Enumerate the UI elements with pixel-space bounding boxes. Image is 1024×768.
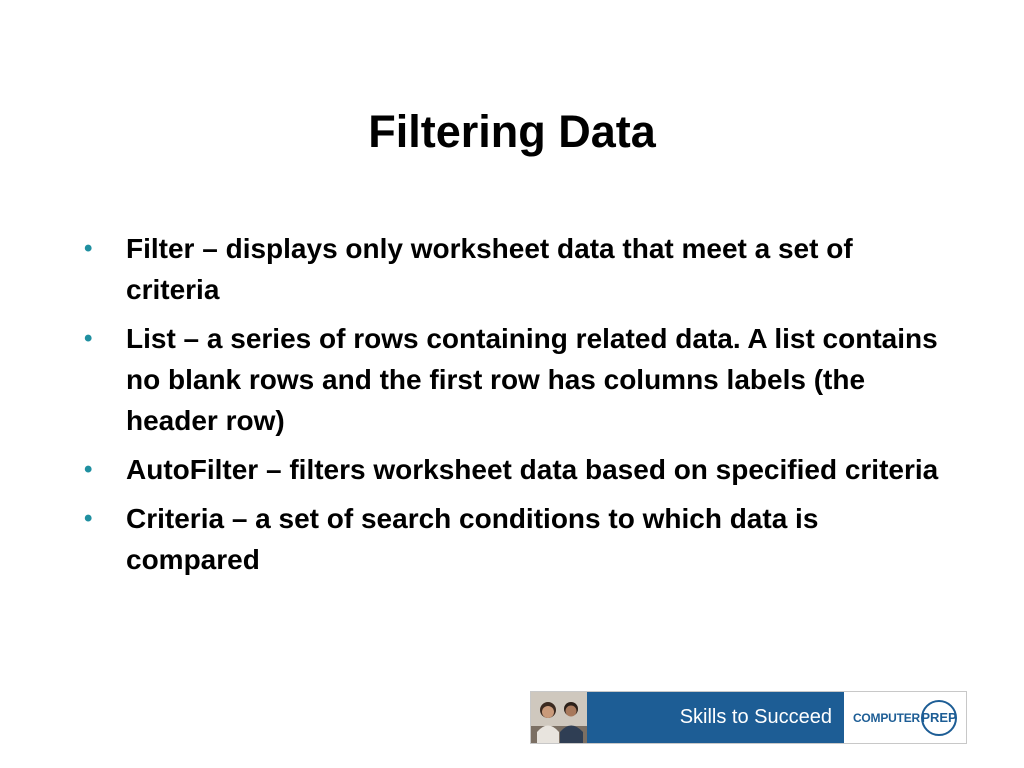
people-photo-graphic	[531, 692, 587, 743]
bullet-text: AutoFilter – filters worksheet data based on specified criteria	[126, 454, 939, 485]
bullet-item	[84, 228, 944, 310]
bullet-icon: •	[84, 505, 93, 532]
bullet-text: List – a series of rows containing related data. A list contains no blank rows and the first row has columns labels (the header row)	[126, 323, 938, 436]
banner-tagline: Skills to Succeed	[587, 692, 844, 743]
slide-title: Filtering Data	[368, 106, 656, 157]
logo-text-computer: COMPUTER	[852, 710, 921, 725]
people-photo-icon	[531, 692, 587, 743]
footer-banner	[530, 691, 967, 744]
bullet-list	[84, 228, 944, 588]
bullet-icon: •	[84, 235, 93, 262]
computer-prep-logo	[844, 692, 966, 743]
bullet-item	[84, 498, 944, 580]
bullet-text: Filter – displays only worksheet data that meet a set of criteria	[126, 233, 853, 305]
logo-text-prep: PREP	[921, 710, 957, 725]
bullet-icon: •	[84, 325, 93, 352]
bullet-text: Criteria – a set of search conditions to which data is compared	[126, 503, 819, 575]
bullet-item	[84, 449, 944, 490]
logo-circle-icon	[921, 700, 957, 736]
bullet-icon: •	[84, 456, 93, 483]
bullet-item	[84, 318, 944, 441]
